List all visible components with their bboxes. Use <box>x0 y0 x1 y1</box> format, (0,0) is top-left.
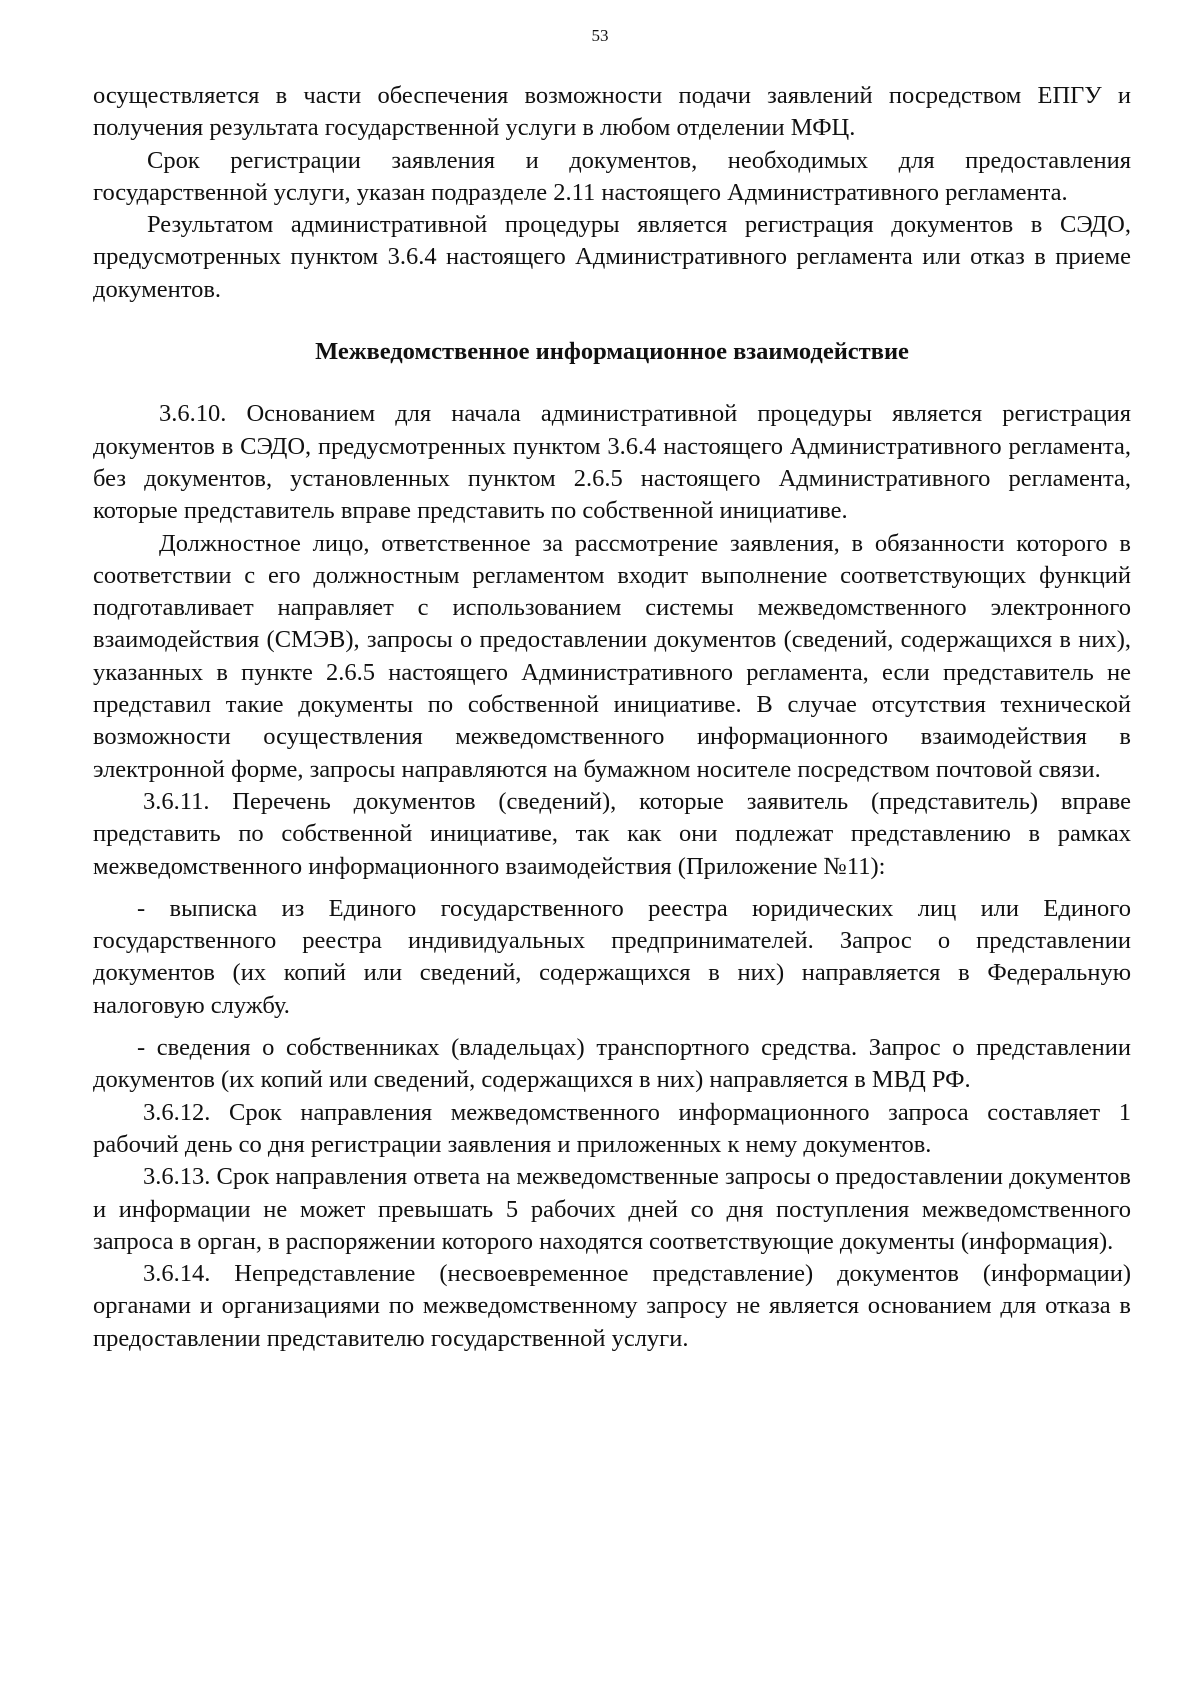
paragraph-3-6-10: 3.6.10. Основанием для начала административной процедуры является регистрация документов в СЭДО, предусмотренных пунктом 3.6.4 настоящего Административного регламента, без документов, установленных пунктом 2.6.5 настоящего Административного регламента, которые представитель вправе представить по собственной инициативе. <box>93 400 1131 525</box>
section-heading: Межведомственное информационное взаимодействие <box>315 338 909 366</box>
paragraph-3-6-13: 3.6.13. Срок направления ответа на межведомственные запросы о предоставлении документов и информации не может превышать 5 рабочих дней со дня поступления межведомственного запроса в орган, в распоряжении которого находятся соответствующие документы (информация). <box>93 1163 1131 1255</box>
paragraph-3-6-11: 3.6.11. Перечень документов (сведений), которые заявитель (представитель) вправе представить по собственной инициативе, так как они подлежат представлению в рамках межведомственного информационного взаимодействия (Приложение №11): <box>93 787 1131 880</box>
paragraph-3-6-12: 3.6.12. Срок направления межведомственного информационного запроса составляет 1 рабочий день со дня регистрации заявления и приложенных к нему документов. <box>93 1098 1131 1158</box>
paragraph-procedure-result: Результатом административной процедуры является регистрация документов в СЭДО, предусмотренных пунктом 3.6.4 настоящего Административного регламента или отказ в приеме документов. <box>93 211 1131 303</box>
list-item-tax-registry: - выписка из Единого государственного реестра юридических лиц или Единого государственного реестра индивидуальных предпринимателей. Запрос о представлении документов (их копий или сведений, содержащихся в них) направляется в Федеральную налоговую службу. <box>93 894 1131 1019</box>
paragraph-official-duties: Должностное лицо, ответственное за рассмотрение заявления, в обязанности которого в соответствии с его должностным регламентом входит выполнение соответствующих функций подготавливает направляет с использованием системы межведомственного электронного взаимодействия (СМЭВ), запросы о предоставлении документов (сведений, содержащихся в них), указанных в пункте 2.6.5 настоящего Административного регламента, если представитель не представил такие документы по собственной инициативе. В случае отсутствия технической возможности осуществления межведомственного информационного взаимодействия в электронной форме, запросы направляются на бумажном носителе посредством почтовой связи. <box>93 529 1131 783</box>
paragraph-registration-deadline: Срок регистрации заявления и документов, необходимых для предоставления государственной услуги, указан подразделе 2.11 настоящего Административного регламента. <box>93 146 1131 206</box>
document-body <box>93 80 1131 1355</box>
page-number: 53 <box>591 26 609 45</box>
list-item-vehicle-owners: - сведения о собственниках (владельцах) транспортного средства. Запрос о представлении документов (их копий или сведений, содержащихся в них) направляется в МВД РФ. <box>93 1034 1131 1094</box>
paragraph-3-6-14: 3.6.14. Непредставление (несвоевременное представление) документов (информации) органами и организациями по межведомственному запросу не является основанием для отказа в предоставлении представителю государственной услуги. <box>93 1260 1131 1352</box>
paragraph-continuation: осуществляется в части обеспечения возможности подачи заявлений посредством ЕПГУ и получения результата государственной услуги в любом отделении МФЦ. <box>93 82 1131 142</box>
